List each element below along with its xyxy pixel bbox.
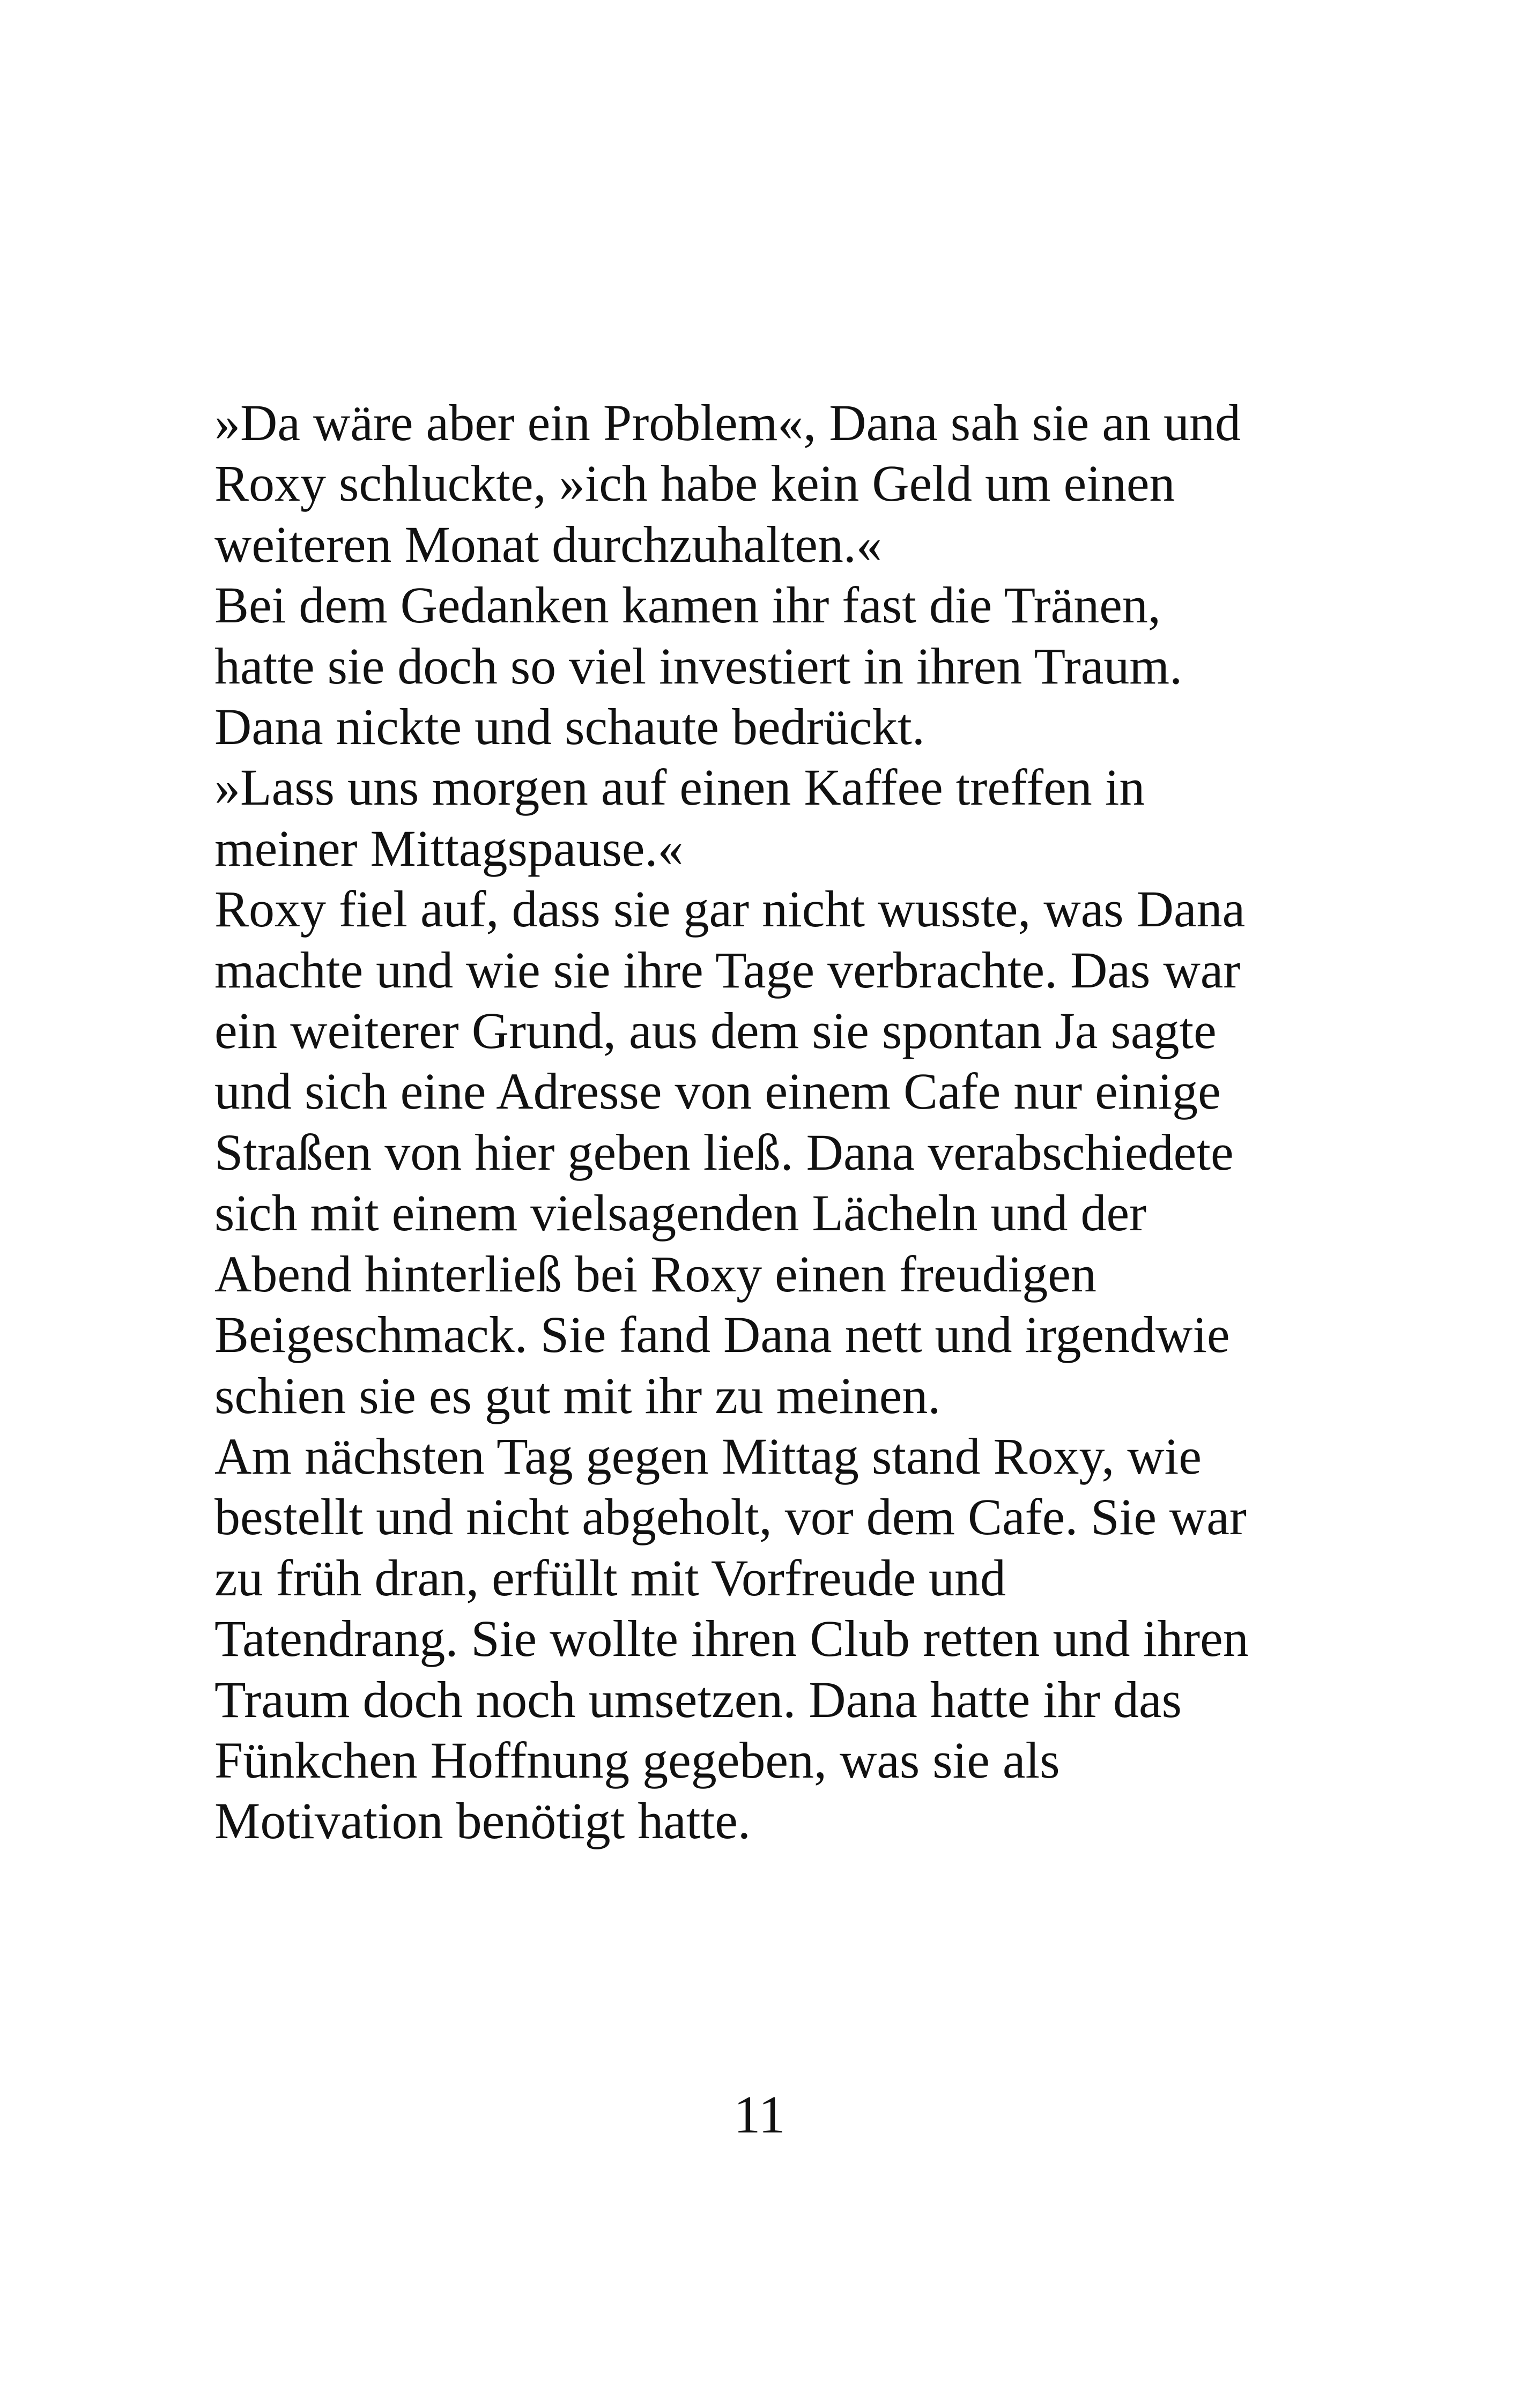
text-line: Straßen von hier geben ließ. Dana verabschiedete xyxy=(214,1123,1234,1181)
text-line: Beigeschmack. Sie fand Dana nett und irgendwie xyxy=(214,1306,1230,1364)
text-line: Dana nickte und schaute bedrückt. xyxy=(214,698,925,756)
text-line: Abend hinterließ bei Roxy einen freudigen xyxy=(214,1245,1096,1303)
text-line: Traum doch noch umsetzen. Dana hatte ihr das xyxy=(214,1670,1182,1728)
text-line: schien sie es gut mit ihr zu meinen. xyxy=(214,1366,941,1424)
text-line: Fünkchen Hoffnung gegeben, was sie als xyxy=(214,1731,1060,1789)
text-line: zu früh dran, erfüllt mit Vorfreude und xyxy=(214,1549,1006,1607)
text-line: Tatendrang. Sie wollte ihren Club retten und ihren xyxy=(214,1610,1249,1668)
text-line: und sich eine Adresse von einem Cafe nur einige xyxy=(214,1062,1221,1120)
text-line: bestellt und nicht abgeholt, vor dem Cafe. Sie war xyxy=(214,1488,1247,1546)
text-line: sich mit einem vielsagenden Lächeln und der xyxy=(214,1184,1147,1242)
text-line: Am nächsten Tag gegen Mittag stand Roxy, wie xyxy=(214,1427,1202,1485)
text-line: Roxy fiel auf, dass sie gar nicht wusste, was Dana xyxy=(214,880,1246,938)
page-number: 11 xyxy=(733,2085,786,2144)
text-line: Bei dem Gedanken kamen ihr fast die Tränen, xyxy=(214,576,1161,634)
text-line: machte und wie sie ihre Tage verbrachte. Das war xyxy=(214,941,1241,999)
text-line: Roxy schluckte, »ich habe kein Geld um einen xyxy=(214,455,1175,512)
text-line: hatte sie doch so viel investiert in ihren Traum. xyxy=(214,637,1183,695)
text-line: Motivation benötigt hatte. xyxy=(214,1792,751,1850)
text-line: »Da wäre aber ein Problem«, Dana sah sie an und xyxy=(214,394,1241,451)
text-line: weiteren Monat durchzuhalten.« xyxy=(214,515,882,573)
text-line: meiner Mittagspause.« xyxy=(214,819,684,877)
body-text xyxy=(214,392,1330,1852)
text-line: »Lass uns morgen auf einen Kaffee treffen in xyxy=(214,759,1145,816)
text-line: ein weiterer Grund, aus dem sie spontan Ja sagte xyxy=(214,1002,1217,1060)
